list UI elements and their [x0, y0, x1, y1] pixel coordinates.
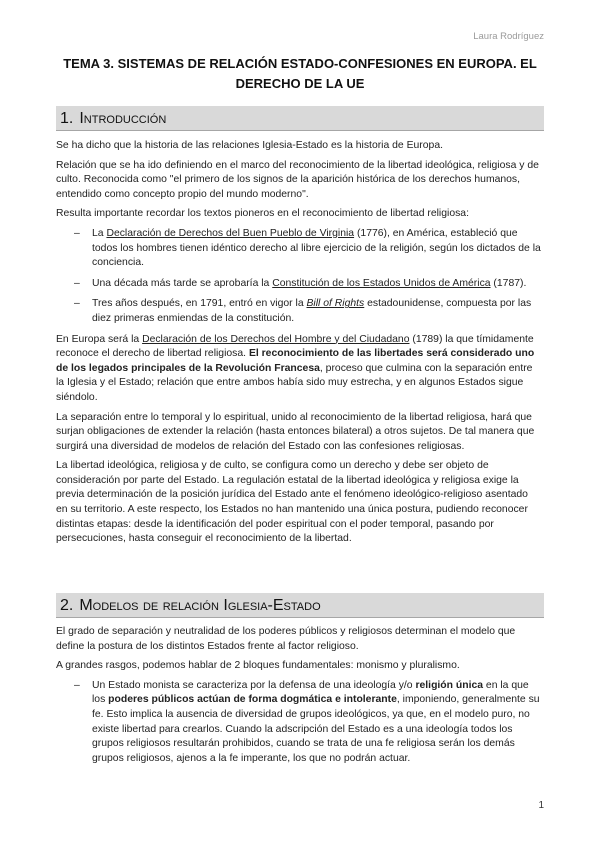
list-item: – Una década más tarde se aprobaría la Constitución de los Estados Unidos de América (1787). — [56, 277, 542, 292]
declaration-rights-of-man-link: Declaración de los Derechos del Hombre y del Ciudadano — [142, 333, 410, 345]
section-1-heading — [56, 106, 544, 131]
us-constitution-link: Constitución de los Estados Unidos de América — [272, 277, 491, 289]
bill-of-rights-link: Bill of Rights — [306, 298, 365, 310]
title-line-2: DERECHO DE LA UE — [235, 76, 365, 91]
bold-emphasis: religión única — [415, 679, 484, 691]
list-item: – Tres años después, en 1791, entró en vigor la Bill of Rights estadounidense, compuesta por las diez primeras enmiendas de la constitución. — [74, 298, 532, 324]
section-2-heading — [56, 593, 544, 618]
section-1-number: 1. — [60, 110, 74, 127]
section-1-title: Introducción — [79, 110, 167, 127]
paragraph: En Europa será la Declaración de los Derechos del Hombre y del Ciudadano (1789) la que tímidamente reconoce el derecho de libertad religiosa. El reconocimiento de las libertades será considerado uno de los legados principales de la Revolución Francesa, proceso que culmina con la separación entre la Iglesia y el Estado; relación que entre ambos había sido muy estrecha, y en algunos Estados sigue siéndolo. — [56, 333, 535, 403]
pioneer-texts-list — [56, 227, 542, 327]
paragraph: Se ha dicho que la historia de las relaciones Iglesia-Estado es la historia de Europa. — [56, 140, 443, 151]
author-name: Laura Rodríguez — [473, 31, 544, 42]
dash-bullet: – — [74, 298, 80, 310]
section-1-body — [56, 139, 542, 552]
paragraph: El grado de separación y neutralidad de los poderes públicos y religiosos determinan el modelo que define la postura de los distintos Estados frente al factor religioso. — [56, 626, 516, 652]
section-2-number: 2. — [60, 597, 74, 614]
document-title — [56, 54, 544, 94]
paragraph: Relación que se ha ido definiendo en el marco del reconocimiento de la libertad ideológica, religiosa y de culto. Reconocida como "el primero de los signos de la aparición histórica de los derechos humanos, entendido como concepto propio del mundo moderno". — [56, 159, 539, 200]
list-item: – Un Estado monista se caracteriza por la defensa de una ideología y/o religión única en la que los poderes públicos actúan de forma dogmática e intolerante, imponiendo, generalmente su fe. Esto implica la ausencia de diversidad de grupos ideológicos, ya que, en el modelo puro, no existe libertad para crearlos. Cuando la adscripción del Estado es a una ideología todos los grupos religiosos resultarán prohibidos, cuando se trata de una fe religiosa serán los demás grupos religiosos, ajenos a la fe imperante, los que no podrán actuar. — [74, 679, 540, 764]
models-list — [56, 679, 542, 767]
title-line-1: TEMA 3. SISTEMAS DE RELACIÓN ESTADO-CONFESIONES EN EUROPA. EL — [63, 56, 537, 71]
virginia-declaration-link: Declaración de Derechos del Buen Pueblo de Virginia — [106, 227, 355, 239]
bold-emphasis: El reconocimiento de las libertades será considerado uno de los legados principales de la Revolución Francesa — [56, 348, 535, 374]
section-2-title: Modelos de relación Iglesia-Estado — [79, 597, 321, 614]
paragraph: Resulta importante recordar los textos pioneros en el reconocimiento de libertad religiosa: — [56, 208, 469, 220]
paragraph: La separación entre lo temporal y lo espiritual, unido al reconocimiento de la libertad religiosa, hará que surjan obligaciones de extender la relación (hasta entonces bilateral) a otros sujetos. De tal manera que surgirá una diversidad de modelos de relación del Estado con las confesiones religiosas. — [56, 411, 535, 452]
dash-bullet: – — [74, 277, 80, 289]
list-item: – La Declaración de Derechos del Buen Pueblo de Virginia (1776), en América, estableció que todos los hombres tienen idéntico derecho al libre ejercicio de la religión, según los dictados de la conciencia. — [74, 227, 541, 269]
paragraph: A grandes rasgos, podemos hablar de 2 bloques fundamentales: monismo y pluralismo. — [56, 660, 460, 672]
section-2-body — [56, 625, 542, 772]
bold-emphasis: poderes públicos actúan de forma dogmática e intolerante — [108, 694, 397, 706]
dash-bullet: – — [74, 679, 80, 691]
dash-bullet: – — [74, 227, 80, 239]
paragraph: La libertad ideológica, religiosa y de culto, se configura como un derecho y debe ser objeto de consideración por parte del Estado. La regulación estatal de la libertad ideológica y religiosa exige la previa determinación de la posición jurídica del Estado ante el fenómeno ideológico-religioso asentado en su territorio. A este respecto, los Estados no han mantenido una única postura, pudiendo reconocer distintas etapas: desde la identificación del poder espiritual con el poder temporal, pasando por persecuciones, hasta conseguir el reconocimiento de la libertad. — [56, 460, 528, 545]
page-number: 1 — [538, 800, 544, 811]
